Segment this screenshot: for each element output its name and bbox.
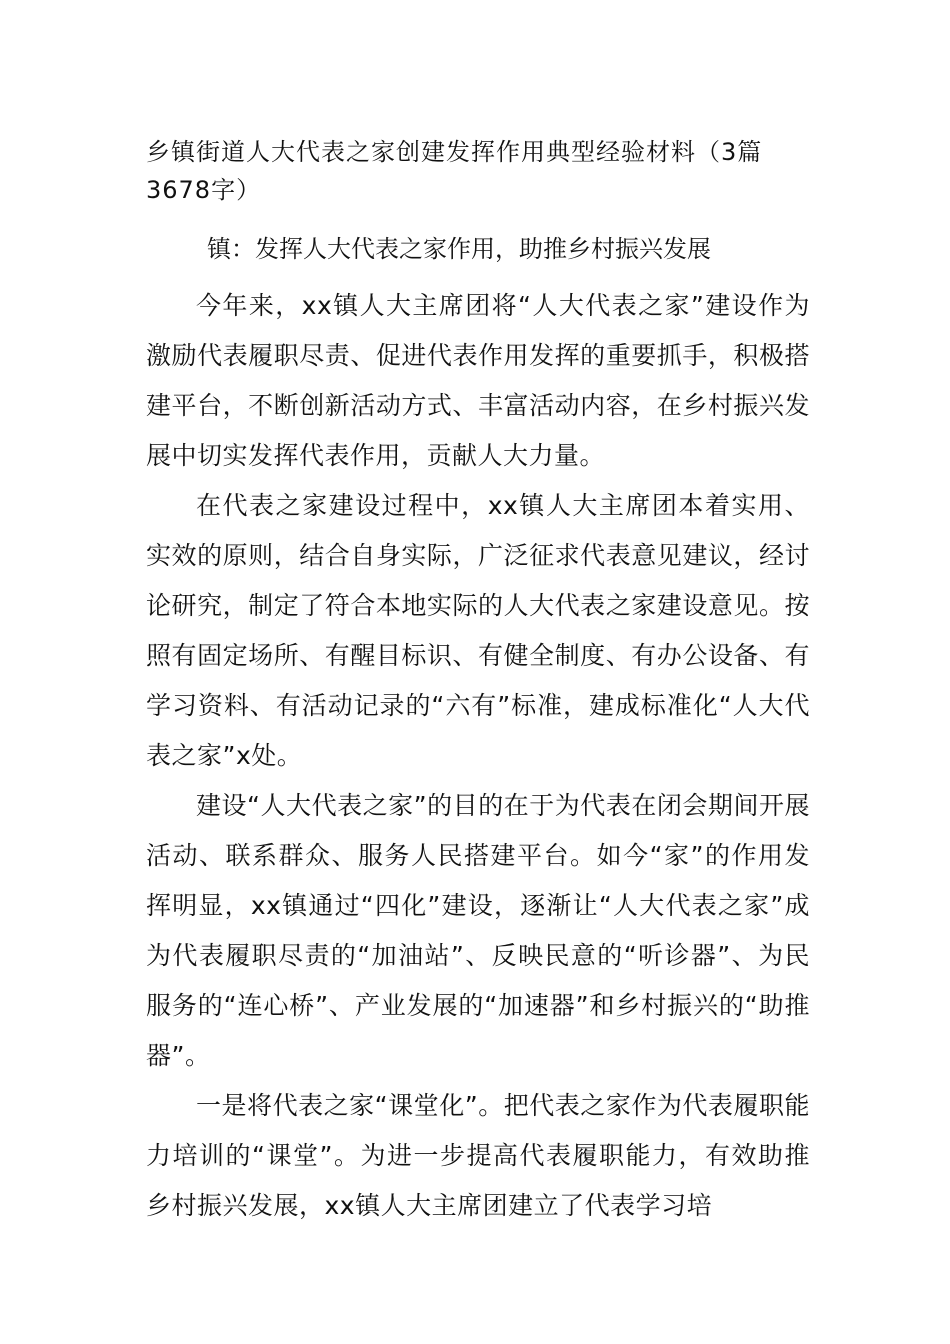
document-body [146, 281, 810, 1231]
document-title: 乡镇街道人大代表之家创建发挥作用典型经验材料（3篇 3678字） [146, 138, 763, 204]
paragraph-2: 在代表之家建设过程中，xx镇人大主席团本着实用、实效的原则，结合自身实际，广泛征求代表意见建议，经讨论研究，制定了符合本地实际的人大代表之家建设意见。按照有固定场所、有醒目标识、有健全制度、有办公设备、有学习资料、有活动记录的“六有”标准，建成标准化“人大代表之家”x处。 [146, 491, 810, 770]
paragraph-1: 今年来，xx镇人大主席团将“人大代表之家”建设作为激励代表履职尽责、促进代表作用发挥的重要抓手，积极搭建平台，不断创新活动方式、丰富活动内容，在乡村振兴发展中切实发挥代表作用，贡献人大力量。 [146, 291, 810, 470]
document-subtitle: 镇：发挥人大代表之家作用，助推乡村振兴发展 [207, 235, 711, 263]
paragraph-3: 建设“人大代表之家”的目的在于为代表在闭会期间开展活动、联系群众、服务人民搭建平台。如今“家”的作用发挥明显，xx镇通过“四化”建设，逐渐让“人大代表之家”成为代表履职尽责的“加油站”、反映民意的“听诊器”、为民服务的“连心桥”、产业发展的“加速器”和乡村振兴的“助推器”。 [146, 791, 810, 1070]
paragraph-4: 一是将代表之家“课堂化”。把代表之家作为代表履职能力培训的“课堂”。为进一步提高代表履职能力，有效助推乡村振兴发展，xx镇人大主席团建立了代表学习培 [146, 1091, 810, 1220]
